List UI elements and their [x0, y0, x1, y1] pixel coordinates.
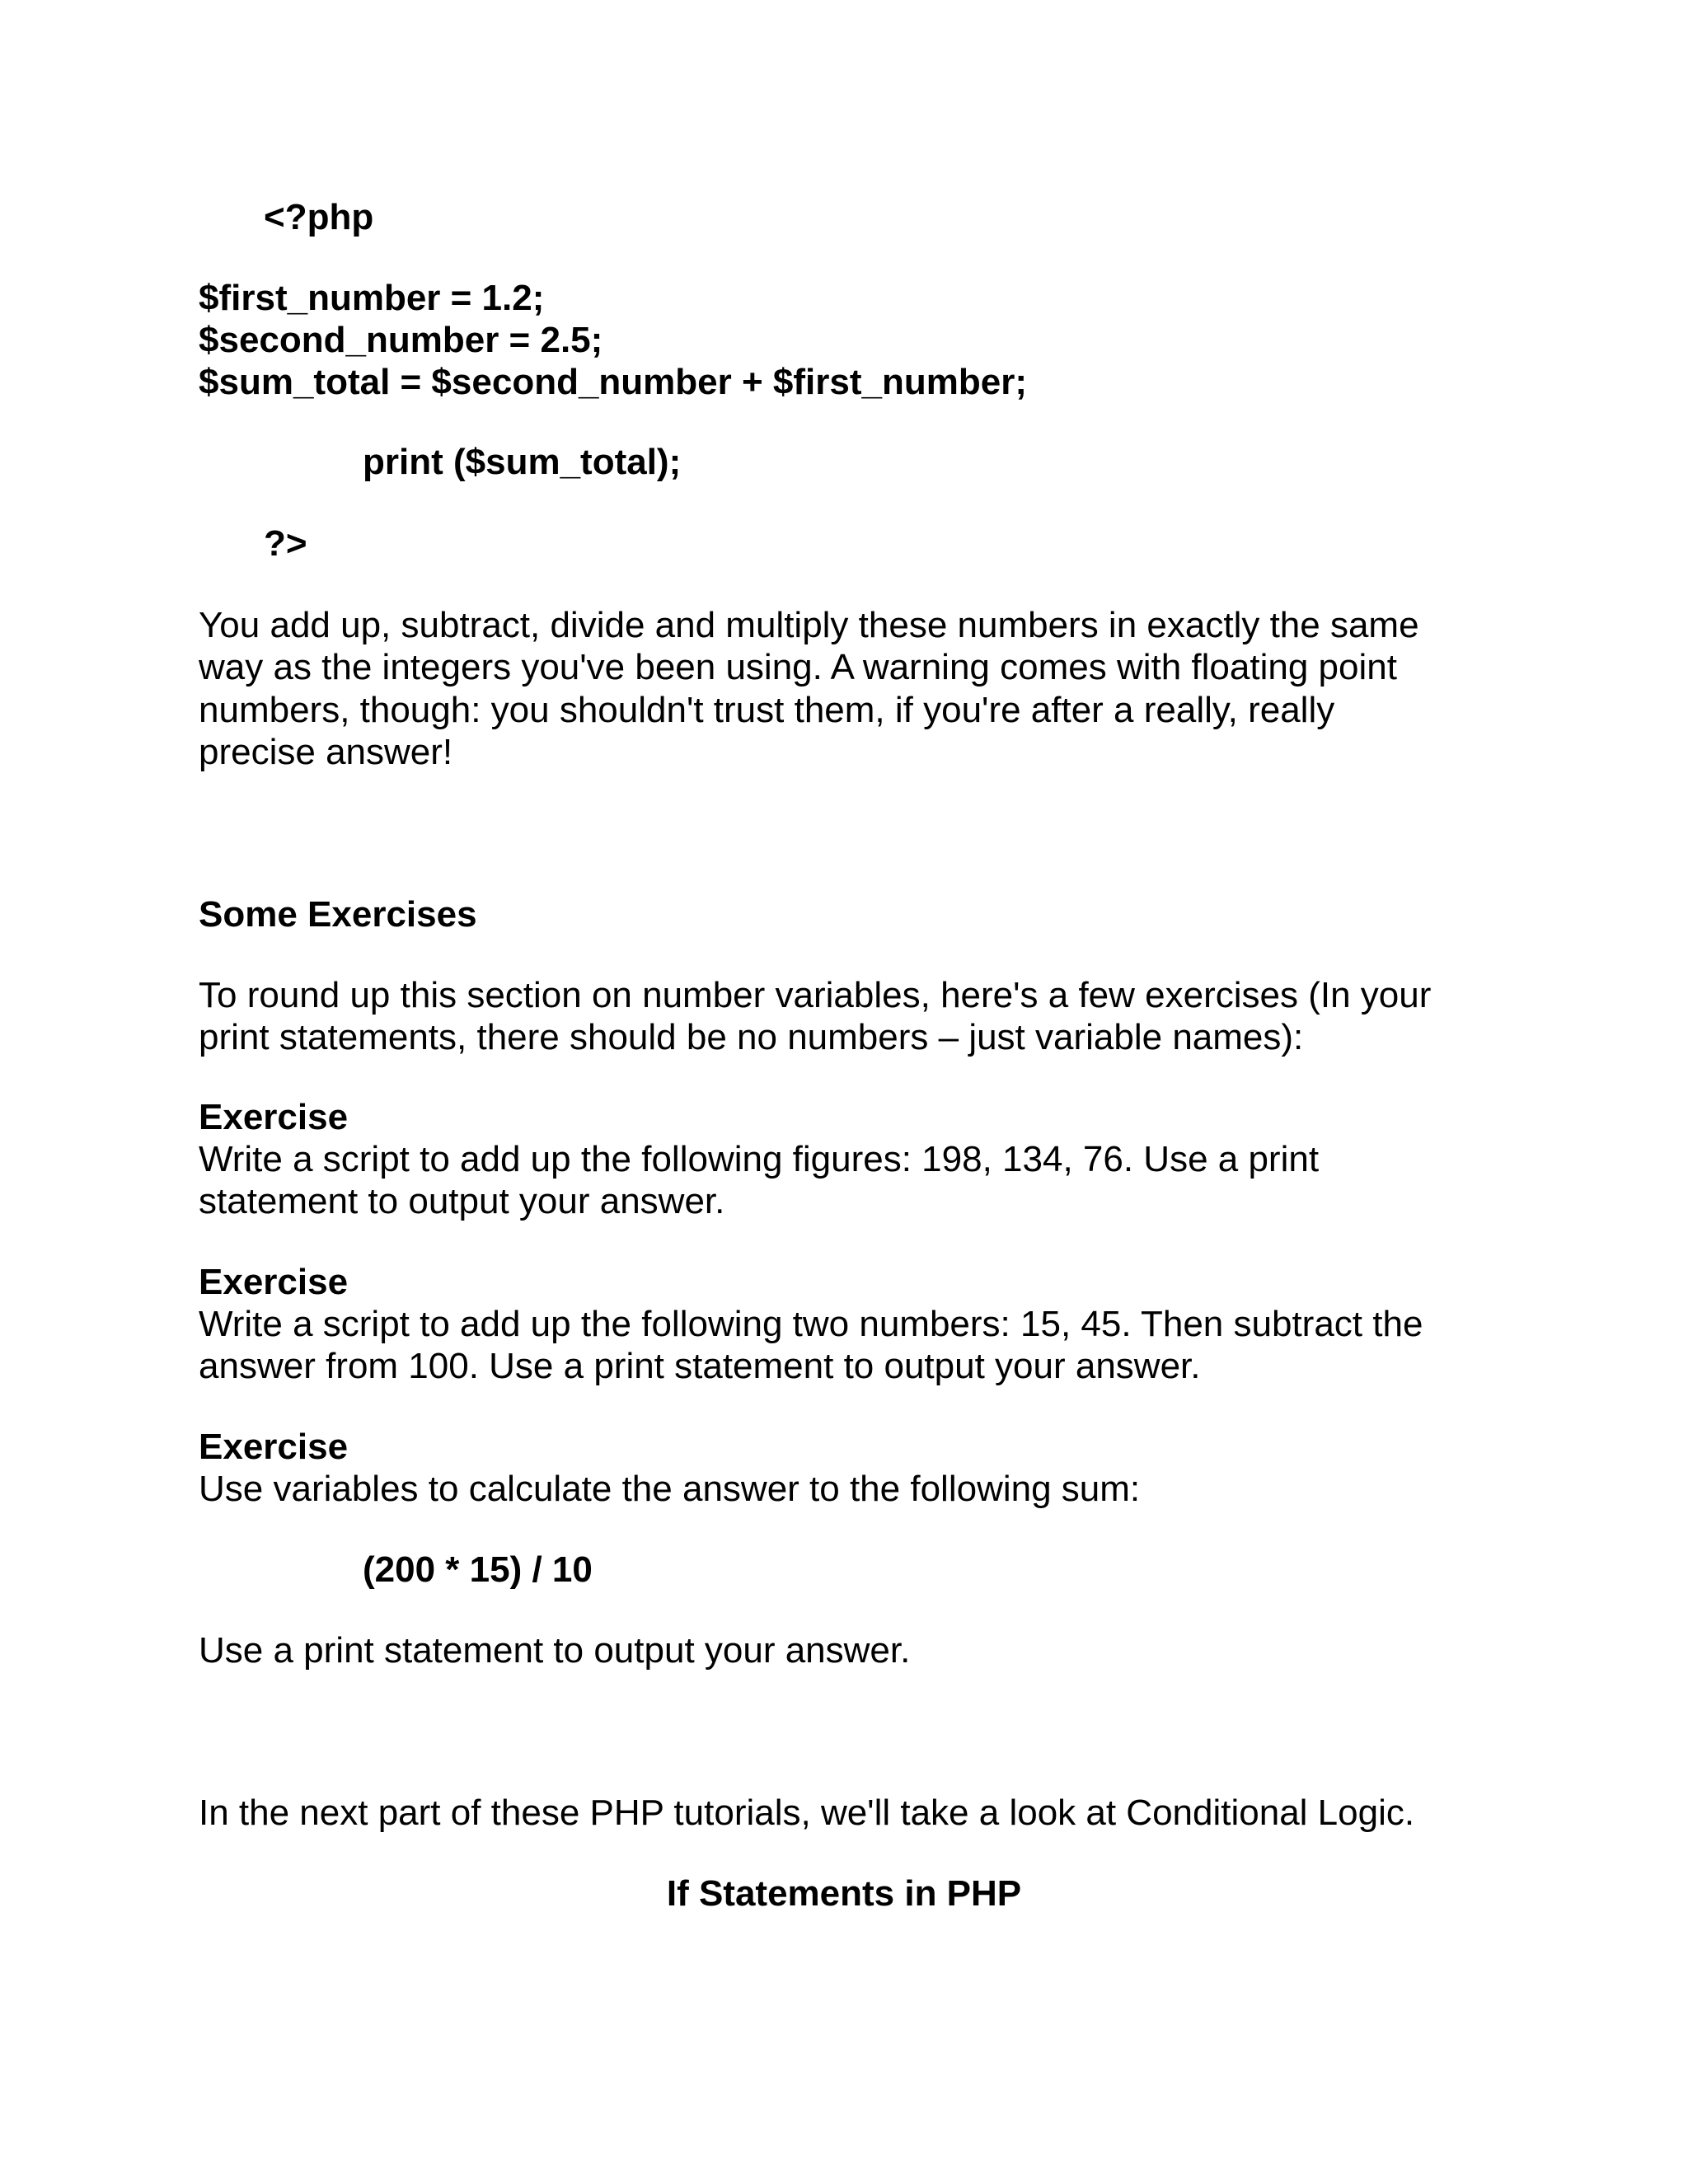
intro-paragraph-line-2: way as the integers you've been using. A warning comes with floating point	[199, 647, 1397, 687]
code-close-tag: ?>	[264, 523, 307, 564]
intro-paragraph-line-4: precise answer!	[199, 732, 453, 772]
next-part-text: In the next part of these PHP tutorials, we'll take a look at Conditional Logic.	[199, 1793, 1415, 1833]
exercises-intro-line-2: print statements, there should be no numbers – just variable names):	[199, 1017, 1304, 1057]
code-line-first-number: $first_number = 1.2;	[199, 278, 545, 318]
exercises-heading: Some Exercises	[199, 894, 477, 935]
exercise-1-line-2: statement to output your answer.	[199, 1181, 725, 1221]
exercise-2-line-2: answer from 100. Use a print statement to output your answer.	[199, 1346, 1201, 1386]
code-line-second-number: $second_number = 2.5;	[199, 320, 603, 360]
exercise-3-line-1: Use variables to calculate the answer to the following sum:	[199, 1469, 1141, 1509]
code-line-sum-total: $sum_total = $second_number + $first_number;	[199, 362, 1027, 402]
next-section-heading: If Statements in PHP	[666, 1873, 1022, 1914]
exercise-1-heading: Exercise	[199, 1097, 349, 1137]
exercise-2-line-1: Write a script to add up the following two numbers: 15, 45. Then subtract the	[199, 1304, 1423, 1344]
exercise-3-line-2: Use a print statement to output your answer.	[199, 1630, 911, 1671]
code-line-print: print ($sum_total);	[363, 442, 682, 482]
intro-paragraph-line-1: You add up, subtract, divide and multiply these numbers in exactly the same	[199, 605, 1419, 645]
exercise-3-heading: Exercise	[199, 1427, 349, 1467]
exercises-intro-line-1: To round up this section on number variables, here's a few exercises (In your	[199, 975, 1432, 1015]
exercise-3-formula: (200 * 15) / 10	[363, 1549, 593, 1590]
exercise-2-heading: Exercise	[199, 1262, 349, 1302]
code-open-tag: <?php	[264, 197, 374, 237]
exercise-1-line-1: Write a script to add up the following figures: 198, 134, 76. Use a print	[199, 1139, 1320, 1179]
intro-paragraph-line-3: numbers, though: you shouldn't trust them, if you're after a really, really	[199, 690, 1335, 730]
